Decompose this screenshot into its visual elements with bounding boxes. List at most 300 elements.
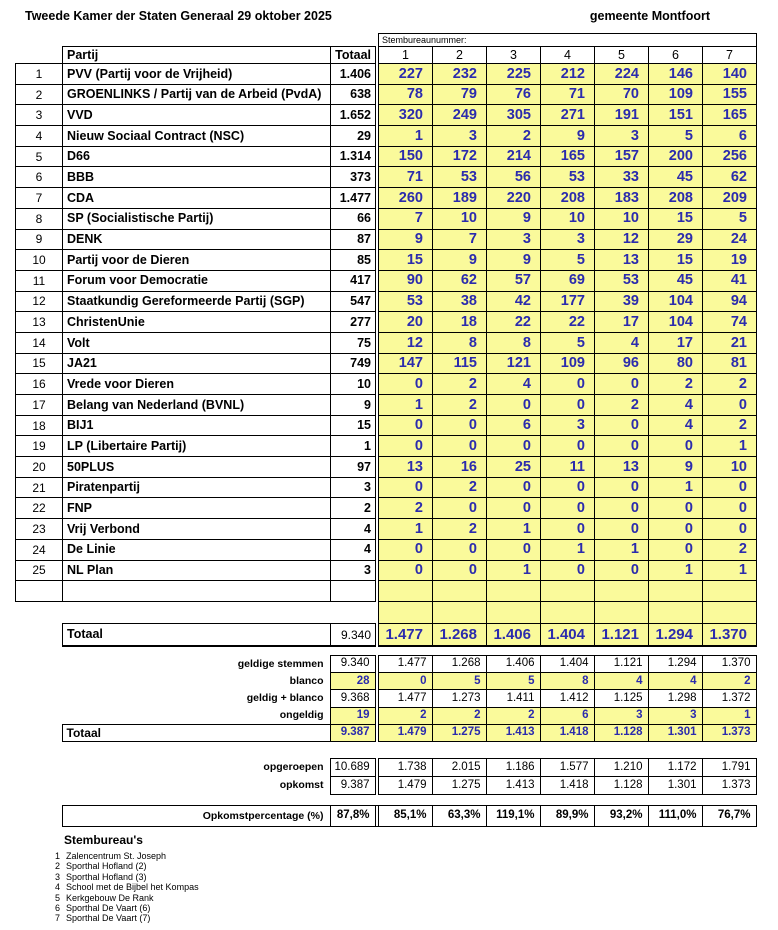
turnout-row bbox=[15, 759, 756, 777]
station-value: 9 bbox=[379, 229, 433, 250]
station-value: 4 bbox=[649, 415, 703, 436]
station-value: 5 bbox=[541, 332, 595, 353]
station-value: 0 bbox=[595, 560, 649, 581]
summary-total-station-value: 1.418 bbox=[540, 724, 594, 741]
summary-total-station-value: 1.479 bbox=[378, 724, 432, 741]
station-value: 0 bbox=[433, 539, 487, 560]
summary-total: 9.340 bbox=[330, 656, 375, 673]
party-name: Partij voor de Dieren bbox=[63, 250, 331, 271]
station-number-header-label: Stembureaunummer: bbox=[379, 34, 757, 47]
summary-station-value: 1 bbox=[702, 707, 756, 724]
station-value: 189 bbox=[433, 188, 487, 209]
station-value: 9 bbox=[541, 126, 595, 147]
summary-table bbox=[15, 655, 757, 742]
station-value: 53 bbox=[379, 291, 433, 312]
station-value: 1 bbox=[379, 126, 433, 147]
station-value: 0 bbox=[649, 539, 703, 560]
legend-item-name: School met de Bijbel het Kompas bbox=[66, 882, 199, 893]
station-value: 53 bbox=[433, 167, 487, 188]
station-value: 81 bbox=[703, 353, 757, 374]
summary-total-row bbox=[15, 724, 756, 741]
party-nr: 11 bbox=[16, 270, 63, 291]
station-value: 0 bbox=[649, 519, 703, 540]
spacer-cell bbox=[15, 806, 62, 827]
spacer-cell bbox=[16, 623, 63, 646]
station-value: 121 bbox=[487, 353, 541, 374]
station-value: 172 bbox=[433, 146, 487, 167]
station-value: 109 bbox=[541, 353, 595, 374]
station-value bbox=[379, 581, 433, 602]
station-value: 74 bbox=[703, 312, 757, 333]
station-value: 0 bbox=[649, 498, 703, 519]
party-total: 4 bbox=[331, 519, 376, 540]
summary-station-value: 1.294 bbox=[648, 656, 702, 673]
station-value: 15 bbox=[649, 250, 703, 271]
turnout-station-value: 1.128 bbox=[594, 777, 648, 795]
summary-station-value: 1.477 bbox=[378, 656, 432, 673]
station-value: 12 bbox=[595, 229, 649, 250]
station-value: 271 bbox=[541, 105, 595, 126]
legend-item-name: Zalencentrum St. Joseph bbox=[66, 851, 167, 861]
station-value: 104 bbox=[649, 312, 703, 333]
station-value: 0 bbox=[541, 374, 595, 395]
station-value bbox=[595, 581, 649, 602]
station-value: 15 bbox=[649, 208, 703, 229]
party-name: NL Plan bbox=[63, 560, 331, 581]
station-value: 232 bbox=[433, 64, 487, 85]
station-value: 80 bbox=[649, 353, 703, 374]
legend-item-nr: 6 bbox=[54, 903, 60, 914]
grand-total-value: 9.340 bbox=[331, 623, 376, 646]
station-value: 0 bbox=[379, 374, 433, 395]
party-row bbox=[16, 374, 757, 395]
party-total: 2 bbox=[331, 498, 376, 519]
summary-total-station-value: 1.301 bbox=[648, 724, 702, 741]
summary-station-value: 1.125 bbox=[594, 690, 648, 707]
turnout-station-value: 1.301 bbox=[648, 777, 702, 795]
station-value: 225 bbox=[487, 64, 541, 85]
turnout-station-value: 1.186 bbox=[486, 759, 540, 777]
station-value bbox=[541, 581, 595, 602]
station-value: 0 bbox=[595, 374, 649, 395]
station-value: 9 bbox=[487, 250, 541, 271]
party-name: Piratenpartij bbox=[63, 477, 331, 498]
turnout-percentage-station-value: 111,0% bbox=[648, 806, 702, 827]
party-name: Staatkundig Gereformeerde Partij (SGP) bbox=[63, 291, 331, 312]
turnout-percentage-row bbox=[15, 806, 756, 827]
station-value: 0 bbox=[541, 519, 595, 540]
party-row bbox=[16, 332, 757, 353]
party-name: PVV (Partij voor de Vrijheid) bbox=[63, 64, 331, 85]
station-value: 2 bbox=[595, 395, 649, 416]
station-value: 33 bbox=[595, 167, 649, 188]
station-value: 7 bbox=[433, 229, 487, 250]
legend-item bbox=[15, 872, 199, 882]
grand-total-station-value: 1.370 bbox=[703, 623, 757, 646]
station-value: 29 bbox=[649, 229, 703, 250]
turnout-station-value: 1.738 bbox=[378, 759, 432, 777]
turnout-total: 10.689 bbox=[330, 759, 375, 777]
station-value: 76 bbox=[487, 84, 541, 105]
summary-station-value: 1.372 bbox=[702, 690, 756, 707]
legend-item-nr: 2 bbox=[54, 861, 60, 872]
station-value: 41 bbox=[703, 270, 757, 291]
party-nr: 2 bbox=[16, 84, 63, 105]
page-title: Tweede Kamer der Staten Generaal 29 oktober 2025 bbox=[25, 9, 332, 23]
station-value: 0 bbox=[487, 395, 541, 416]
party-name: GROENLINKS / Partij van de Arbeid (PvdA) bbox=[63, 84, 331, 105]
station-value: 62 bbox=[433, 270, 487, 291]
station-value: 256 bbox=[703, 146, 757, 167]
grand-total-station-value: 1.294 bbox=[649, 623, 703, 646]
party-name: JA21 bbox=[63, 353, 331, 374]
turnout-station-value: 1.577 bbox=[540, 759, 594, 777]
station-value: 17 bbox=[595, 312, 649, 333]
party-row bbox=[16, 105, 757, 126]
station-value: 150 bbox=[379, 146, 433, 167]
station-value: 0 bbox=[703, 477, 757, 498]
turnout-label: opkomst bbox=[15, 777, 330, 795]
summary-station-value: 2 bbox=[702, 673, 756, 690]
party-row bbox=[16, 312, 757, 333]
party-row bbox=[16, 560, 757, 581]
party-nr: 19 bbox=[16, 436, 63, 457]
col-header-station-5: 5 bbox=[595, 47, 649, 64]
station-value: 165 bbox=[703, 105, 757, 126]
station-value: 249 bbox=[433, 105, 487, 126]
station-value: 4 bbox=[487, 374, 541, 395]
station-value: 62 bbox=[703, 167, 757, 188]
party-name: CDA bbox=[63, 188, 331, 209]
station-value: 0 bbox=[703, 519, 757, 540]
party-row bbox=[16, 126, 757, 147]
station-value: 224 bbox=[595, 64, 649, 85]
station-value: 214 bbox=[487, 146, 541, 167]
station-value: 2 bbox=[487, 126, 541, 147]
party-name: Forum voor Democratie bbox=[63, 270, 331, 291]
party-name: SP (Socialistische Partij) bbox=[63, 208, 331, 229]
party-row bbox=[16, 477, 757, 498]
col-header-partij: Partij bbox=[63, 47, 331, 64]
station-value: 2 bbox=[433, 374, 487, 395]
party-nr: 4 bbox=[16, 126, 63, 147]
summary-total: 28 bbox=[330, 673, 375, 690]
station-value: 56 bbox=[487, 167, 541, 188]
station-value bbox=[379, 601, 433, 623]
station-value: 140 bbox=[703, 64, 757, 85]
station-value: 25 bbox=[487, 457, 541, 478]
party-total bbox=[331, 581, 376, 602]
station-value: 208 bbox=[541, 188, 595, 209]
party-total: 1.477 bbox=[331, 188, 376, 209]
stations-legend-heading: Stembureau's bbox=[64, 833, 143, 847]
turnout-percentage-label: Opkomstpercentage (%) bbox=[62, 806, 330, 827]
party-nr: 10 bbox=[16, 250, 63, 271]
station-value: 90 bbox=[379, 270, 433, 291]
station-value: 3 bbox=[541, 415, 595, 436]
party-row bbox=[16, 539, 757, 560]
party-nr: 22 bbox=[16, 498, 63, 519]
party-row bbox=[16, 457, 757, 478]
party-total: 3 bbox=[331, 560, 376, 581]
party-row bbox=[16, 498, 757, 519]
station-value: 0 bbox=[433, 436, 487, 457]
station-value: 0 bbox=[541, 560, 595, 581]
station-value: 109 bbox=[649, 84, 703, 105]
station-value: 0 bbox=[379, 539, 433, 560]
station-value bbox=[433, 581, 487, 602]
turnout-station-value: 1.413 bbox=[486, 777, 540, 795]
station-value bbox=[595, 601, 649, 623]
station-value: 0 bbox=[433, 498, 487, 519]
summary-station-value: 4 bbox=[594, 673, 648, 690]
turnout-station-value: 1.479 bbox=[378, 777, 432, 795]
station-value: 20 bbox=[379, 312, 433, 333]
spacer-row bbox=[16, 601, 757, 623]
party-row bbox=[16, 229, 757, 250]
party-row bbox=[16, 415, 757, 436]
station-value: 96 bbox=[595, 353, 649, 374]
party-total: 87 bbox=[331, 229, 376, 250]
station-value: 3 bbox=[541, 229, 595, 250]
station-value: 0 bbox=[595, 415, 649, 436]
summary-station-value: 1.370 bbox=[702, 656, 756, 673]
station-value: 6 bbox=[487, 415, 541, 436]
summary-total-label: Totaal bbox=[62, 724, 330, 741]
station-value: 157 bbox=[595, 146, 649, 167]
spacer-cell bbox=[16, 47, 63, 64]
station-value: 5 bbox=[541, 250, 595, 271]
summary-station-value: 0 bbox=[378, 673, 432, 690]
station-value: 2 bbox=[649, 374, 703, 395]
station-value: 79 bbox=[433, 84, 487, 105]
station-value: 19 bbox=[703, 250, 757, 271]
summary-station-value: 2 bbox=[378, 707, 432, 724]
legend-item-nr: 4 bbox=[54, 882, 60, 893]
party-total: 75 bbox=[331, 332, 376, 353]
station-value: 227 bbox=[379, 64, 433, 85]
party-nr: 6 bbox=[16, 167, 63, 188]
station-value bbox=[703, 581, 757, 602]
party-total: 9 bbox=[331, 395, 376, 416]
station-value: 209 bbox=[703, 188, 757, 209]
party-name: VVD bbox=[63, 105, 331, 126]
station-value: 1 bbox=[541, 539, 595, 560]
station-value: 0 bbox=[487, 539, 541, 560]
stations-legend bbox=[15, 833, 199, 924]
party-nr: 9 bbox=[16, 229, 63, 250]
legend-item bbox=[15, 861, 199, 871]
summary-station-value: 4 bbox=[648, 673, 702, 690]
turnout-station-value: 1.418 bbox=[540, 777, 594, 795]
station-value bbox=[649, 601, 703, 623]
station-value: 4 bbox=[595, 332, 649, 353]
station-value: 22 bbox=[541, 312, 595, 333]
station-value: 57 bbox=[487, 270, 541, 291]
party-total: 15 bbox=[331, 415, 376, 436]
spacer-cell bbox=[16, 34, 379, 47]
col-header-station-3: 3 bbox=[487, 47, 541, 64]
grand-total-station-value: 1.406 bbox=[487, 623, 541, 646]
party-total: 97 bbox=[331, 457, 376, 478]
station-value: 18 bbox=[433, 312, 487, 333]
summary-station-value: 1.477 bbox=[378, 690, 432, 707]
party-total: 1.314 bbox=[331, 146, 376, 167]
party-row bbox=[16, 84, 757, 105]
legend-item bbox=[15, 882, 199, 892]
station-value: 1 bbox=[703, 436, 757, 457]
turnout-station-value: 2.015 bbox=[432, 759, 486, 777]
party-nr bbox=[16, 581, 63, 602]
station-value: 0 bbox=[541, 498, 595, 519]
station-value bbox=[649, 581, 703, 602]
party-row bbox=[16, 146, 757, 167]
station-value: 146 bbox=[649, 64, 703, 85]
party-row bbox=[16, 64, 757, 85]
spacer-cell bbox=[15, 724, 62, 741]
party-name: Nieuw Sociaal Contract (NSC) bbox=[63, 126, 331, 147]
party-name: ChristenUnie bbox=[63, 312, 331, 333]
station-value: 94 bbox=[703, 291, 757, 312]
station-value: 0 bbox=[433, 560, 487, 581]
turnout-station-value: 1.210 bbox=[594, 759, 648, 777]
party-total: 277 bbox=[331, 312, 376, 333]
station-value: 5 bbox=[649, 126, 703, 147]
grand-total-station-value: 1.121 bbox=[595, 623, 649, 646]
station-value: 155 bbox=[703, 84, 757, 105]
station-value: 0 bbox=[487, 498, 541, 519]
station-value: 183 bbox=[595, 188, 649, 209]
grand-total-station-value: 1.404 bbox=[541, 623, 595, 646]
party-total: 1.652 bbox=[331, 105, 376, 126]
station-value: 4 bbox=[649, 395, 703, 416]
party-nr: 20 bbox=[16, 457, 63, 478]
summary-row bbox=[15, 707, 756, 724]
legend-item-name: Sporthal De Vaart (7) bbox=[66, 913, 151, 924]
summary-total-station-value: 1.373 bbox=[702, 724, 756, 741]
legend-item-nr: 5 bbox=[54, 892, 60, 903]
legend-item-nr: 3 bbox=[54, 871, 60, 882]
party-total: 373 bbox=[331, 167, 376, 188]
turnout-station-value: 1.172 bbox=[648, 759, 702, 777]
station-value: 1 bbox=[487, 519, 541, 540]
summary-station-value: 1.404 bbox=[540, 656, 594, 673]
party-nr: 18 bbox=[16, 415, 63, 436]
station-value: 13 bbox=[595, 250, 649, 271]
party-total: 66 bbox=[331, 208, 376, 229]
party-nr: 3 bbox=[16, 105, 63, 126]
summary-station-value: 5 bbox=[432, 673, 486, 690]
station-value: 191 bbox=[595, 105, 649, 126]
legend-item-name: Sporthal Hofland (2) bbox=[66, 861, 147, 872]
col-header-station-6: 6 bbox=[649, 47, 703, 64]
party-name: Vrij Verbond bbox=[63, 519, 331, 540]
summary-total-station-value: 1.275 bbox=[432, 724, 486, 741]
station-value: 0 bbox=[703, 395, 757, 416]
party-row bbox=[16, 353, 757, 374]
party-row bbox=[16, 250, 757, 271]
party-total: 547 bbox=[331, 291, 376, 312]
station-value: 0 bbox=[541, 436, 595, 457]
col-header-station-1: 1 bbox=[379, 47, 433, 64]
station-value: 0 bbox=[595, 519, 649, 540]
summary-station-value: 1.412 bbox=[540, 690, 594, 707]
station-value: 2 bbox=[703, 374, 757, 395]
station-value: 71 bbox=[541, 84, 595, 105]
summary-row bbox=[15, 656, 756, 673]
station-value: 24 bbox=[703, 229, 757, 250]
party-total: 638 bbox=[331, 84, 376, 105]
station-value: 13 bbox=[595, 457, 649, 478]
turnout-percentage-total: 87,8% bbox=[330, 806, 375, 827]
station-value: 260 bbox=[379, 188, 433, 209]
party-nr: 24 bbox=[16, 539, 63, 560]
station-value: 0 bbox=[379, 415, 433, 436]
summary-station-value: 1.268 bbox=[432, 656, 486, 673]
summary-station-value: 5 bbox=[486, 673, 540, 690]
legend-item-name: Kerkgebouw De Rank bbox=[66, 892, 154, 903]
station-value: 2 bbox=[379, 498, 433, 519]
station-value: 0 bbox=[487, 436, 541, 457]
summary-label: geldige stemmen bbox=[15, 656, 330, 673]
party-name: Vrede voor Dieren bbox=[63, 374, 331, 395]
summary-total-station-value: 1.413 bbox=[486, 724, 540, 741]
party-name bbox=[63, 581, 331, 602]
grand-total-row bbox=[16, 623, 757, 646]
results-table bbox=[15, 33, 757, 647]
station-value: 22 bbox=[487, 312, 541, 333]
station-value: 10 bbox=[541, 208, 595, 229]
station-value: 1 bbox=[595, 539, 649, 560]
summary-total-value: 9.387 bbox=[330, 724, 375, 741]
col-header-station-2: 2 bbox=[433, 47, 487, 64]
turnout-percentage-station-value: 85,1% bbox=[378, 806, 432, 827]
party-total: 4 bbox=[331, 539, 376, 560]
party-total: 417 bbox=[331, 270, 376, 291]
station-value: 2 bbox=[433, 395, 487, 416]
station-value: 7 bbox=[379, 208, 433, 229]
station-value: 3 bbox=[595, 126, 649, 147]
station-value: 0 bbox=[703, 498, 757, 519]
party-row bbox=[16, 395, 757, 416]
station-value: 0 bbox=[595, 498, 649, 519]
station-value: 0 bbox=[433, 415, 487, 436]
station-value: 1 bbox=[379, 519, 433, 540]
grand-total-label: Totaal bbox=[63, 623, 331, 646]
summary-station-value: 6 bbox=[540, 707, 594, 724]
station-value: 0 bbox=[379, 477, 433, 498]
summary-station-value: 2 bbox=[486, 707, 540, 724]
turnout-total: 9.387 bbox=[330, 777, 375, 795]
station-value bbox=[703, 601, 757, 623]
station-value: 2 bbox=[703, 415, 757, 436]
station-value: 17 bbox=[649, 332, 703, 353]
summary-station-value: 1.298 bbox=[648, 690, 702, 707]
party-total: 1.406 bbox=[331, 64, 376, 85]
station-value: 1 bbox=[487, 560, 541, 581]
summary-station-value: 1.411 bbox=[486, 690, 540, 707]
station-value: 1 bbox=[649, 560, 703, 581]
station-value: 151 bbox=[649, 105, 703, 126]
station-value: 8 bbox=[487, 332, 541, 353]
party-nr: 5 bbox=[16, 146, 63, 167]
station-value: 9 bbox=[649, 457, 703, 478]
party-name: De Linie bbox=[63, 539, 331, 560]
party-row bbox=[16, 167, 757, 188]
station-value: 0 bbox=[541, 395, 595, 416]
party-nr: 7 bbox=[16, 188, 63, 209]
summary-label: ongeldig bbox=[15, 707, 330, 724]
